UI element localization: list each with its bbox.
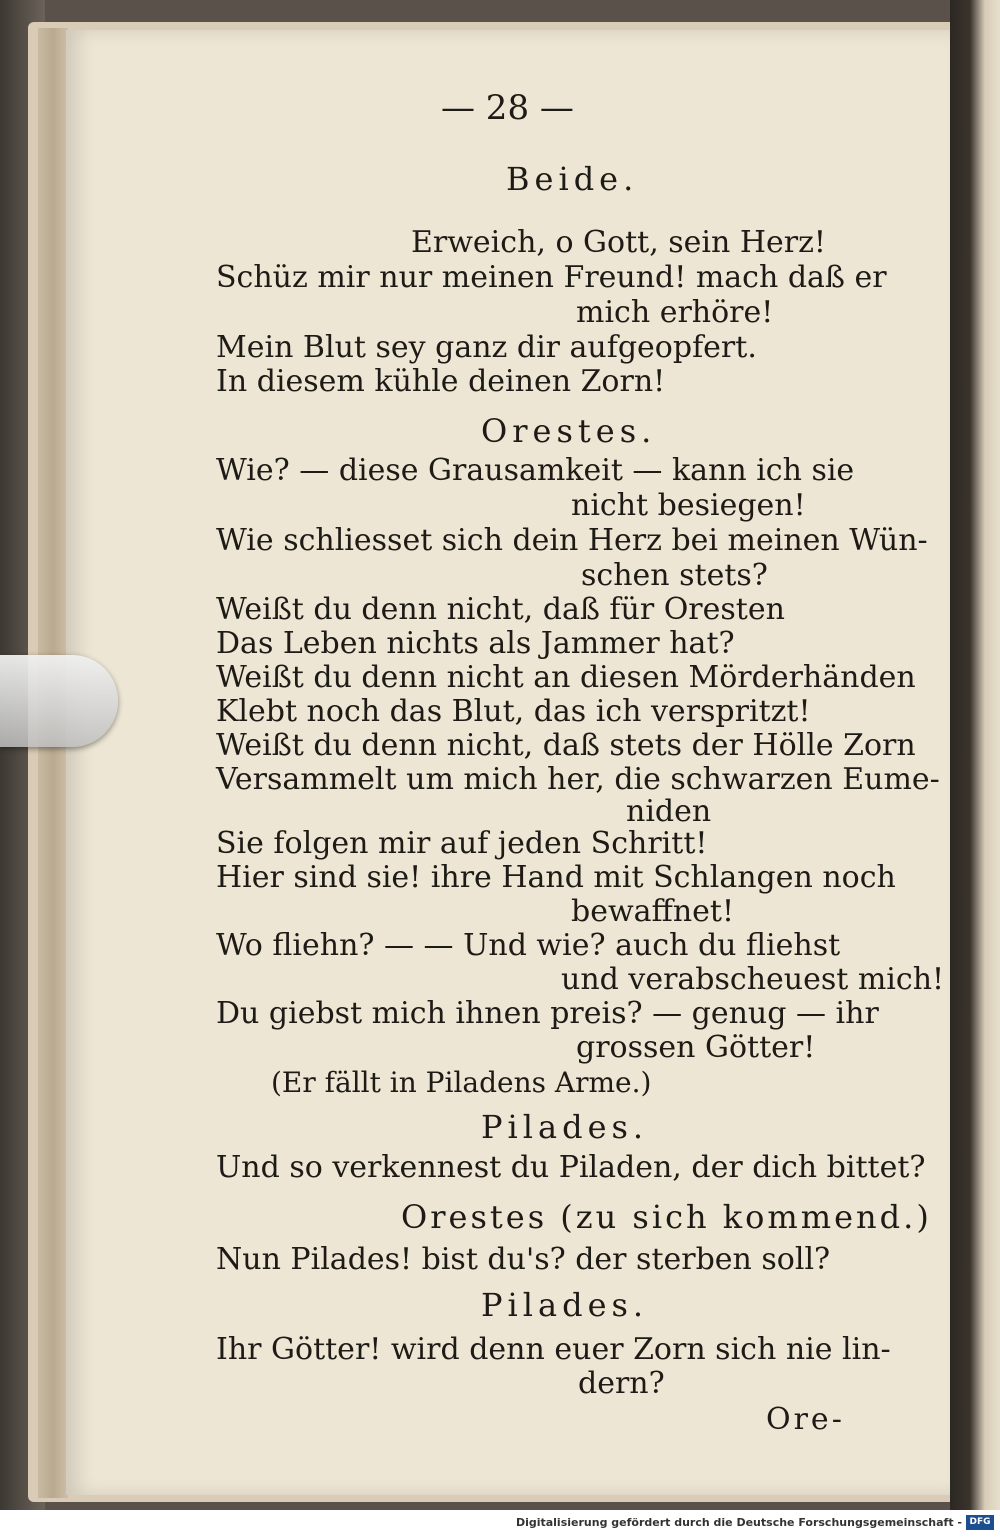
verse-line: und verabscheuest mich! — [561, 962, 945, 997]
page-number: — 28 — — [441, 88, 574, 128]
verse-line: Weißt du denn nicht, daß stets der Hölle Zorn — [216, 728, 916, 763]
verse-line: bewaffnet! — [571, 894, 735, 929]
verse-line: Wo fliehn? — — Und wie? auch du fliehst — [216, 928, 841, 963]
next-page-edge — [950, 0, 1000, 1510]
verse-line: mich erhöre! — [576, 295, 774, 330]
footer-bar — [0, 1510, 1000, 1537]
verse-line: Du giebst mich ihnen preis? — genug — ihr — [216, 996, 879, 1031]
speaker-heading: Beide. — [506, 160, 639, 198]
verse-line: Und so verkennest du Piladen, der dich bittet? — [216, 1150, 926, 1185]
verse-line: Das Leben nichts als Jammer hat? — [216, 626, 735, 661]
verse-line: nicht besiegen! — [571, 488, 806, 523]
footer-credit: Digitalisierung gefördert durch die Deutsche Forschungsgemeinschaft - — [515, 1516, 962, 1529]
verse-line: grossen Götter! — [576, 1030, 816, 1065]
verse-line: Weißt du denn nicht an diesen Mörderhänden — [216, 660, 916, 695]
verse-line: Erweich, o Gott, sein Herz! — [411, 225, 826, 260]
verse-line: Weißt du denn nicht, daß für Oresten — [216, 592, 785, 627]
verse-line: schen stets? — [581, 558, 768, 593]
verse-line: Versammelt um mich her, die schwarzen Eume- — [216, 762, 940, 797]
verse-line: Mein Blut sey ganz dir aufgeopfert. — [216, 330, 757, 365]
verse-line: Klebt noch das Blut, das ich verspritzt! — [216, 694, 811, 729]
speaker-heading: Pilades. — [481, 1286, 649, 1324]
verse-line: Nun Pilades! bist du's? der sterben soll? — [216, 1242, 831, 1277]
catchword: Ore- — [766, 1402, 845, 1437]
verse-line: Ihr Götter! wird denn euer Zorn sich nie lin- — [216, 1332, 891, 1367]
verse-line: In diesem kühle deinen Zorn! — [216, 364, 666, 399]
verse-line: dern? — [578, 1366, 665, 1401]
verse-line: Wie? — diese Grausamkeit — kann ich sie — [216, 453, 855, 488]
verse-line: Schüz mir nur meinen Freund! mach daß er — [216, 260, 887, 295]
book-page — [66, 30, 950, 1495]
verse-line: niden — [626, 794, 712, 829]
speaker-heading: Pilades. — [481, 1108, 649, 1146]
verse-line: Hier sind sie! ihre Hand mit Schlangen noch — [216, 860, 896, 895]
page-stack — [38, 28, 68, 1498]
stage-direction: (Er fällt in Piladens Arme.) — [271, 1066, 652, 1099]
verse-line: Sie folgen mir auf jeden Schritt! — [216, 826, 708, 861]
speaker-heading: Orestes. — [481, 412, 657, 450]
speaker-heading: Orestes (zu sich kommend.) — [401, 1198, 932, 1236]
page-clip — [0, 655, 118, 747]
verse-line: Wie schliesset sich dein Herz bei meinen Wün- — [216, 523, 928, 558]
dfg-logo: DFG — [966, 1515, 994, 1530]
